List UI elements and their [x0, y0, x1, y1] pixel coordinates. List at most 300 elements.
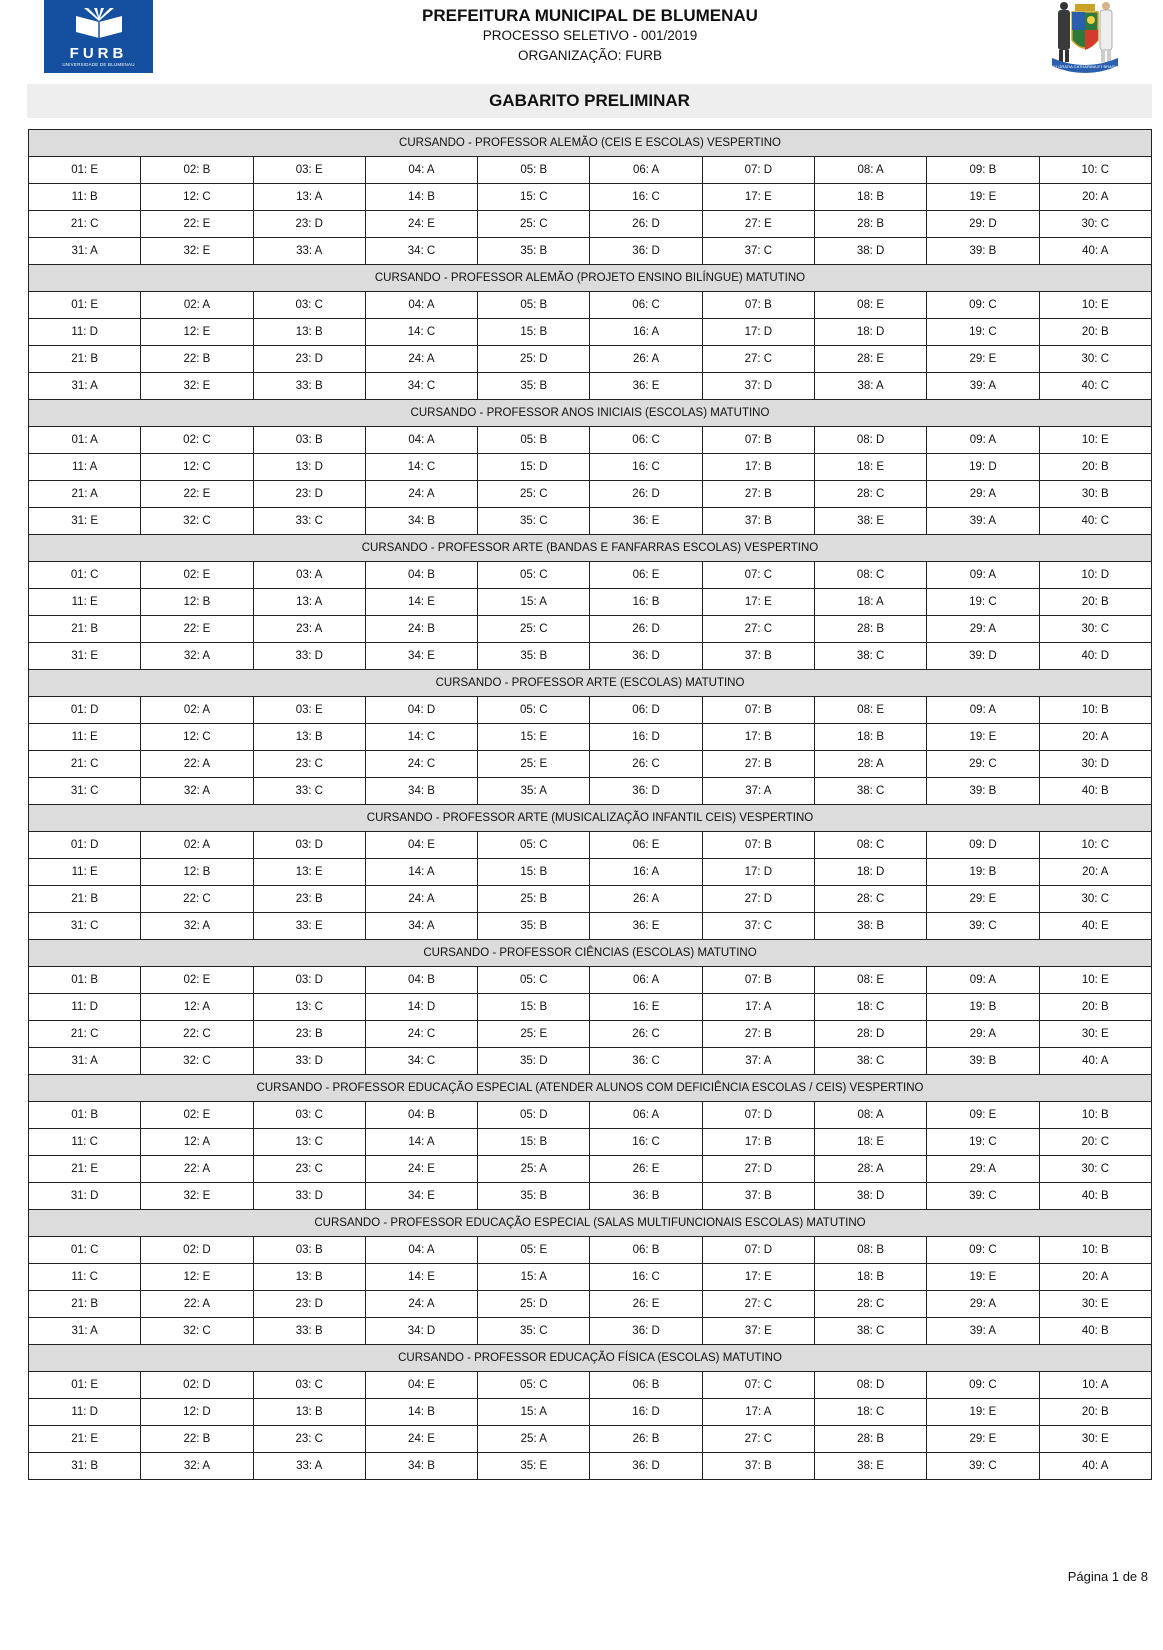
answer-cell: 21: C [29, 751, 141, 778]
answer-cell: 02: E [141, 1102, 253, 1129]
section-header-row [29, 535, 1152, 562]
answer-cell: 38: C [814, 1048, 926, 1075]
answer-cell: 11: C [29, 1129, 141, 1156]
answer-row [29, 724, 1152, 751]
answer-cell: 32: E [141, 373, 253, 400]
answer-cell: 28: A [814, 751, 926, 778]
answer-cell: 26: A [590, 346, 702, 373]
answer-row [29, 751, 1152, 778]
answer-cell: 19: D [927, 454, 1039, 481]
answer-cell: 05: E [478, 1237, 590, 1264]
answer-cell: 21: B [29, 616, 141, 643]
answer-cell: 25: D [478, 1291, 590, 1318]
answer-cell: 13: A [253, 184, 365, 211]
answer-row [29, 292, 1152, 319]
answer-cell: 17: B [702, 454, 814, 481]
answer-cell: 34: C [365, 373, 477, 400]
answer-row [29, 211, 1152, 238]
answer-cell: 31: D [29, 1183, 141, 1210]
answer-cell: 21: C [29, 211, 141, 238]
furb-logo [44, 0, 153, 73]
answer-cell: 29: C [927, 751, 1039, 778]
answer-cell: 28: D [814, 1021, 926, 1048]
answer-cell: 08: D [814, 1372, 926, 1399]
answer-cell: 25: B [478, 886, 590, 913]
answer-cell: 39: A [927, 1318, 1039, 1345]
answer-row [29, 157, 1152, 184]
answer-cell: 11: D [29, 319, 141, 346]
answer-cell: 07: D [702, 157, 814, 184]
answer-row [29, 454, 1152, 481]
answer-cell: 27: C [702, 1291, 814, 1318]
answer-row [29, 238, 1152, 265]
answer-cell: 34: D [365, 1318, 477, 1345]
answer-cell: 08: A [814, 157, 926, 184]
answer-row [29, 319, 1152, 346]
answer-cell: 19: C [927, 589, 1039, 616]
answer-cell: 02: A [141, 832, 253, 859]
answer-cell: 30: E [1039, 1426, 1151, 1453]
answer-cell: 34: C [365, 1048, 477, 1075]
answer-cell: 22: E [141, 616, 253, 643]
answer-cell: 13: C [253, 994, 365, 1021]
answer-cell: 10: B [1039, 1237, 1151, 1264]
answer-cell: 26: B [590, 1426, 702, 1453]
answer-cell: 11: D [29, 994, 141, 1021]
answer-cell: 28: A [814, 1156, 926, 1183]
answer-cell: 16: B [590, 589, 702, 616]
answer-cell: 03: D [253, 967, 365, 994]
section-header-row [29, 805, 1152, 832]
answer-cell: 06: B [590, 1372, 702, 1399]
answer-cell: 17: D [702, 319, 814, 346]
answer-row [29, 346, 1152, 373]
section-header-row [29, 265, 1152, 292]
answer-cell: 13: A [253, 589, 365, 616]
answer-cell: 39: A [927, 373, 1039, 400]
answer-cell: 28: E [814, 346, 926, 373]
answer-cell: 36: C [590, 1048, 702, 1075]
answer-cell: 08: B [814, 1237, 926, 1264]
answer-cell: 07: C [702, 562, 814, 589]
answer-cell: 21: B [29, 886, 141, 913]
answer-cell: 38: C [814, 643, 926, 670]
answer-cell: 04: B [365, 562, 477, 589]
answer-cell: 36: D [590, 238, 702, 265]
answer-cell: 10: D [1039, 562, 1151, 589]
answer-cell: 37: D [702, 373, 814, 400]
section-title: CURSANDO - PROFESSOR ALEMÃO (CEIS E ESCOLAS) VESPERTINO [29, 130, 1152, 157]
answer-cell: 27: B [702, 481, 814, 508]
answer-cell: 30: C [1039, 1156, 1151, 1183]
answer-cell: 40: A [1039, 1453, 1151, 1480]
answer-cell: 36: D [590, 778, 702, 805]
answer-cell: 16: E [590, 994, 702, 1021]
answer-cell: 14: E [365, 589, 477, 616]
answer-cell: 23: D [253, 1291, 365, 1318]
answer-cell: 26: E [590, 1291, 702, 1318]
answer-cell: 26: E [590, 1156, 702, 1183]
answer-cell: 17: D [702, 859, 814, 886]
answer-cell: 20: B [1039, 454, 1151, 481]
answer-cell: 24: E [365, 1156, 477, 1183]
answer-cell: 22: B [141, 1426, 253, 1453]
answer-cell: 38: D [814, 238, 926, 265]
answer-cell: 40: C [1039, 508, 1151, 535]
answer-cell: 37: B [702, 508, 814, 535]
answer-cell: 23: B [253, 1021, 365, 1048]
answer-cell: 12: B [141, 859, 253, 886]
answer-cell: 32: A [141, 643, 253, 670]
answer-cell: 01: B [29, 1102, 141, 1129]
section-title: CURSANDO - PROFESSOR CIÊNCIAS (ESCOLAS) MATUTINO [29, 940, 1152, 967]
answer-cell: 17: B [702, 1129, 814, 1156]
answer-cell: 33: C [253, 778, 365, 805]
answer-cell: 18: E [814, 454, 926, 481]
answer-cell: 14: A [365, 1129, 477, 1156]
answer-cell: 30: C [1039, 886, 1151, 913]
answer-cell: 32: C [141, 1048, 253, 1075]
answer-cell: 35: D [478, 1048, 590, 1075]
answer-cell: 26: D [590, 481, 702, 508]
answer-cell: 26: D [590, 616, 702, 643]
answer-cell: 38: A [814, 373, 926, 400]
answer-cell: 09: E [927, 1102, 1039, 1129]
answer-row [29, 1129, 1152, 1156]
answer-cell: 22: A [141, 751, 253, 778]
answer-cell: 31: B [29, 1453, 141, 1480]
answer-cell: 05: C [478, 832, 590, 859]
answer-row [29, 184, 1152, 211]
answer-cell: 22: A [141, 1156, 253, 1183]
answer-row [29, 1318, 1152, 1345]
answer-cell: 19: C [927, 319, 1039, 346]
answer-cell: 22: C [141, 886, 253, 913]
answer-cell: 38: C [814, 778, 926, 805]
answer-cell: 09: A [927, 697, 1039, 724]
answer-cell: 40: B [1039, 1183, 1151, 1210]
answer-cell: 33: E [253, 913, 365, 940]
coat-of-arms-icon [1044, 0, 1126, 76]
answer-cell: 08: E [814, 697, 926, 724]
answer-cell: 20: A [1039, 184, 1151, 211]
answer-cell: 31: C [29, 778, 141, 805]
answer-cell: 17: E [702, 1264, 814, 1291]
answer-cell: 31: A [29, 1318, 141, 1345]
answer-cell: 19: E [927, 1399, 1039, 1426]
answer-cell: 06: B [590, 1237, 702, 1264]
answer-cell: 37: C [702, 913, 814, 940]
answer-cell: 17: E [702, 184, 814, 211]
answer-cell: 33: D [253, 1183, 365, 1210]
answer-cell: 01: E [29, 157, 141, 184]
answer-cell: 14: D [365, 994, 477, 1021]
answer-cell: 29: A [927, 1021, 1039, 1048]
answer-cell: 14: C [365, 319, 477, 346]
answer-cell: 26: C [590, 1021, 702, 1048]
answer-cell: 32: E [141, 238, 253, 265]
answer-cell: 32: A [141, 1453, 253, 1480]
answer-cell: 29: E [927, 886, 1039, 913]
org-title: PREFEITURA MUNICIPAL DE BLUMENAU [422, 6, 758, 25]
section-title: CURSANDO - PROFESSOR ARTE (MUSICALIZAÇÃO INFANTIL CEIS) VESPERTINO [29, 805, 1152, 832]
answer-cell: 02: D [141, 1372, 253, 1399]
answer-cell: 09: B [927, 157, 1039, 184]
answer-cell: 15: E [478, 724, 590, 751]
answer-cell: 33: D [253, 643, 365, 670]
answer-cell: 39: B [927, 778, 1039, 805]
answer-cell: 15: A [478, 589, 590, 616]
answer-cell: 10: C [1039, 832, 1151, 859]
answer-cell: 08: D [814, 427, 926, 454]
answer-cell: 14: E [365, 1264, 477, 1291]
answer-cell: 18: A [814, 589, 926, 616]
answer-cell: 20: A [1039, 1264, 1151, 1291]
answer-row [29, 616, 1152, 643]
answer-cell: 17: E [702, 589, 814, 616]
answer-cell: 24: B [365, 616, 477, 643]
answer-cell: 02: E [141, 967, 253, 994]
answer-cell: 38: D [814, 1183, 926, 1210]
answer-cell: 06: C [590, 427, 702, 454]
answer-cell: 03: C [253, 1372, 365, 1399]
answer-cell: 10: E [1039, 967, 1151, 994]
answer-cell: 35: B [478, 643, 590, 670]
answer-cell: 06: E [590, 832, 702, 859]
answer-cell: 13: B [253, 1264, 365, 1291]
answer-cell: 24: A [365, 346, 477, 373]
answer-cell: 17: A [702, 1399, 814, 1426]
section-header-row [29, 670, 1152, 697]
answer-cell: 05: C [478, 1372, 590, 1399]
answer-row [29, 1291, 1152, 1318]
answer-cell: 24: E [365, 211, 477, 238]
page-header [0, 0, 1163, 80]
answer-cell: 05: C [478, 967, 590, 994]
section-header-row [29, 1210, 1152, 1237]
answer-cell: 32: C [141, 1318, 253, 1345]
answer-cell: 16: A [590, 859, 702, 886]
answer-cell: 03: B [253, 1237, 365, 1264]
answer-cell: 34: A [365, 913, 477, 940]
answer-cell: 06: D [590, 697, 702, 724]
answer-cell: 06: A [590, 967, 702, 994]
answer-cell: 16: A [590, 319, 702, 346]
answer-cell: 15: B [478, 859, 590, 886]
answer-cell: 36: E [590, 913, 702, 940]
answer-cell: 17: B [702, 724, 814, 751]
answer-cell: 32: A [141, 778, 253, 805]
answer-cell: 20: B [1039, 319, 1151, 346]
answer-cell: 08: C [814, 832, 926, 859]
answer-cell: 23: C [253, 1156, 365, 1183]
answer-cell: 02: C [141, 427, 253, 454]
answer-cell: 29: A [927, 1291, 1039, 1318]
answer-row [29, 508, 1152, 535]
answer-cell: 12: E [141, 1264, 253, 1291]
answer-row [29, 1156, 1152, 1183]
answer-cell: 10: E [1039, 427, 1151, 454]
answer-cell: 22: C [141, 1021, 253, 1048]
answer-row [29, 778, 1152, 805]
answer-cell: 19: B [927, 859, 1039, 886]
answer-cell: 27: D [702, 1156, 814, 1183]
answer-cell: 03: C [253, 292, 365, 319]
answer-cell: 30: B [1039, 481, 1151, 508]
answer-cell: 20: A [1039, 724, 1151, 751]
answer-cell: 13: B [253, 1399, 365, 1426]
answer-cell: 06: E [590, 562, 702, 589]
answer-cell: 34: B [365, 1453, 477, 1480]
answer-cell: 40: B [1039, 1318, 1151, 1345]
answer-cell: 28: B [814, 211, 926, 238]
answer-cell: 34: E [365, 1183, 477, 1210]
document-title: GABARITO PRELIMINAR [27, 84, 1152, 118]
answer-cell: 15: B [478, 319, 590, 346]
answer-cell: 25: A [478, 1426, 590, 1453]
answer-row [29, 1048, 1152, 1075]
answer-cell: 03: E [253, 157, 365, 184]
answer-row [29, 1237, 1152, 1264]
answer-row [29, 1453, 1152, 1480]
answer-cell: 19: E [927, 184, 1039, 211]
answer-cell: 10: A [1039, 1372, 1151, 1399]
answer-cell: 27: B [702, 1021, 814, 1048]
answer-cell: 12: D [141, 1399, 253, 1426]
answer-cell: 27: C [702, 346, 814, 373]
answer-cell: 20: B [1039, 1399, 1151, 1426]
answer-row [29, 1264, 1152, 1291]
answer-cell: 11: C [29, 1264, 141, 1291]
answer-cell: 24: E [365, 1426, 477, 1453]
answer-cell: 23: B [253, 886, 365, 913]
answer-cell: 07: B [702, 427, 814, 454]
answer-cell: 27: E [702, 211, 814, 238]
answer-cell: 21: E [29, 1156, 141, 1183]
answer-cell: 40: C [1039, 373, 1151, 400]
answer-cell: 29: A [927, 616, 1039, 643]
answer-cell: 31: E [29, 508, 141, 535]
answer-cell: 24: A [365, 886, 477, 913]
answer-cell: 32: A [141, 913, 253, 940]
answer-cell: 32: C [141, 508, 253, 535]
answer-cell: 07: D [702, 1102, 814, 1129]
answer-cell: 35: B [478, 373, 590, 400]
furb-logo-subtitle: UNIVERSIDADE DE BLUMENAU [62, 62, 135, 67]
answer-cell: 30: C [1039, 346, 1151, 373]
answer-cell: 08: C [814, 562, 926, 589]
answer-cell: 30: D [1039, 751, 1151, 778]
answer-cell: 14: C [365, 454, 477, 481]
answer-row [29, 859, 1152, 886]
answer-cell: 24: A [365, 1291, 477, 1318]
answer-cell: 20: C [1039, 1129, 1151, 1156]
answer-cell: 28: C [814, 481, 926, 508]
answer-row [29, 1399, 1152, 1426]
section-header-row [29, 400, 1152, 427]
answer-cell: 25: D [478, 346, 590, 373]
furb-logo-name: FURB [69, 45, 128, 62]
answer-cell: 02: A [141, 697, 253, 724]
answer-cell: 27: C [702, 616, 814, 643]
section-header-row [29, 940, 1152, 967]
answer-cell: 39: C [927, 1453, 1039, 1480]
answer-cell: 11: E [29, 724, 141, 751]
answer-cell: 27: C [702, 1426, 814, 1453]
answer-key-table [28, 129, 1152, 1480]
answer-cell: 04: A [365, 1237, 477, 1264]
answer-cell: 37: C [702, 238, 814, 265]
answer-cell: 24: C [365, 751, 477, 778]
answer-cell: 31: A [29, 1048, 141, 1075]
answer-cell: 11: D [29, 1399, 141, 1426]
answer-cell: 08: E [814, 292, 926, 319]
answer-cell: 10: B [1039, 1102, 1151, 1129]
answer-cell: 16: C [590, 1264, 702, 1291]
answer-cell: 01: E [29, 1372, 141, 1399]
answer-cell: 26: A [590, 886, 702, 913]
answer-cell: 06: C [590, 292, 702, 319]
answer-cell: 16: D [590, 724, 702, 751]
answer-cell: 01: D [29, 697, 141, 724]
answer-cell: 22: B [141, 346, 253, 373]
answer-cell: 05: B [478, 427, 590, 454]
answer-cell: 36: E [590, 508, 702, 535]
answer-cell: 34: E [365, 643, 477, 670]
answer-cell: 19: E [927, 1264, 1039, 1291]
answer-cell: 09: D [927, 832, 1039, 859]
answer-cell: 09: C [927, 1237, 1039, 1264]
answer-cell: 07: B [702, 292, 814, 319]
answer-cell: 12: A [141, 994, 253, 1021]
answer-cell: 33: A [253, 1453, 365, 1480]
answer-cell: 38: E [814, 1453, 926, 1480]
answer-cell: 09: A [927, 562, 1039, 589]
answer-cell: 23: A [253, 616, 365, 643]
answer-cell: 01: C [29, 1237, 141, 1264]
answer-cell: 12: E [141, 319, 253, 346]
answer-cell: 28: C [814, 886, 926, 913]
answer-cell: 29: D [927, 211, 1039, 238]
answer-cell: 14: B [365, 184, 477, 211]
answer-cell: 37: B [702, 1183, 814, 1210]
answer-cell: 07: C [702, 1372, 814, 1399]
answer-cell: 18: B [814, 184, 926, 211]
answer-cell: 19: E [927, 724, 1039, 751]
answer-cell: 01: A [29, 427, 141, 454]
answer-row [29, 427, 1152, 454]
answer-cell: 33: B [253, 1318, 365, 1345]
answer-cell: 39: A [927, 508, 1039, 535]
answer-cell: 19: B [927, 994, 1039, 1021]
section-title: CURSANDO - PROFESSOR ANOS INICIAIS (ESCOLAS) MATUTINO [29, 400, 1152, 427]
answer-cell: 01: D [29, 832, 141, 859]
answer-cell: 08: E [814, 967, 926, 994]
answer-cell: 04: E [365, 832, 477, 859]
answer-cell: 18: D [814, 319, 926, 346]
answer-cell: 29: A [927, 481, 1039, 508]
section-title: CURSANDO - PROFESSOR ALEMÃO (PROJETO ENSINO BILÍNGUE) MATUTINO [29, 265, 1152, 292]
answer-cell: 38: E [814, 508, 926, 535]
answer-row [29, 994, 1152, 1021]
answer-cell: 32: E [141, 1183, 253, 1210]
answer-cell: 33: C [253, 508, 365, 535]
answer-cell: 27: D [702, 886, 814, 913]
answer-cell: 10: E [1039, 292, 1151, 319]
answer-cell: 38: C [814, 1318, 926, 1345]
answer-row [29, 1183, 1152, 1210]
answer-cell: 08: A [814, 1102, 926, 1129]
